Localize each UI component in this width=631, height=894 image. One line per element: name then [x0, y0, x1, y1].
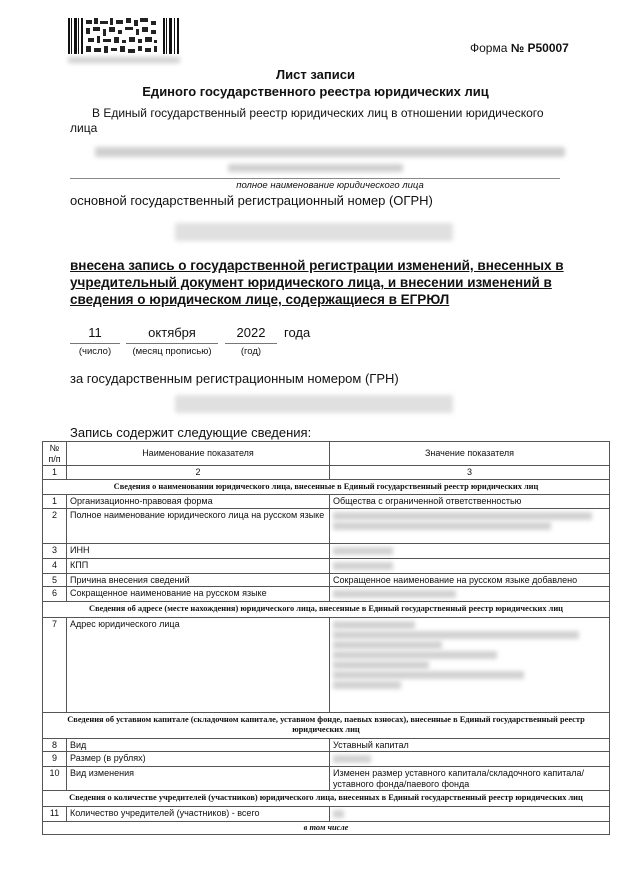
company-name-redacted-2 [228, 164, 403, 172]
row-num: 6 [43, 587, 67, 602]
col-header-value: Значение показателя [330, 442, 610, 466]
table-row [43, 752, 610, 767]
barcode [68, 18, 180, 54]
date-day: 11 [88, 325, 102, 340]
section-row [43, 712, 610, 738]
section-row [43, 602, 610, 618]
table-row [43, 508, 610, 543]
record-table [42, 441, 610, 835]
ogrn-label: основной государственный регистрационный номер (ОГРН) [70, 193, 433, 208]
company-name-redacted [95, 147, 565, 157]
date-year-line [225, 343, 277, 344]
col-number: 1 [43, 466, 67, 480]
date-day-caption: (число) [78, 346, 112, 357]
row-name: ИНН [67, 543, 330, 558]
col-number: 3 [330, 466, 610, 480]
row-value-redacted [330, 752, 610, 767]
row-num: 4 [43, 558, 67, 573]
grn-value-redacted [175, 395, 453, 413]
col-number: 2 [67, 466, 330, 480]
section-founders-title: Сведения о количестве учредителей (участников) юридического лица, внесенных в Единый государственный реестр юридических лиц [43, 791, 610, 807]
row-value: Изменен размер уставного капитала/складочного капитала/уставного фонда/паевого фонда [330, 767, 610, 791]
col-numbers-row [43, 466, 610, 480]
date-month-line [126, 343, 218, 344]
intro-text: В Единый государственный реестр юридических лиц в отношении юридического лица [70, 106, 544, 135]
row-name: Размер (в рублях) [67, 752, 330, 767]
barcode-caption-redacted [68, 57, 180, 63]
row-value-redacted [330, 558, 610, 573]
row-value: Сокращенное наименование на русском языке добавлено [330, 573, 610, 587]
row-value-redacted [330, 587, 610, 602]
date-suffix: года [284, 325, 311, 340]
row-name: Вид [67, 738, 330, 752]
table-row [43, 558, 610, 573]
full-name-caption: полное наименование юридического лица [236, 180, 424, 191]
section-name-title: Сведения о наименовании юридического лица, внесенные в Единый государственный реестр юридических лиц [43, 479, 610, 495]
row-name: Вид изменения [67, 767, 330, 791]
record-label: Запись содержит следующие сведения: [70, 425, 312, 440]
table-row [43, 806, 610, 821]
form-number [470, 41, 569, 55]
form-label: Форма [470, 41, 508, 55]
section-capital-title: Сведения об уставном капитале (складочном капитале, уставном фонде, паевых взносах), внесенные в Единый государственный реестр юридических лиц [43, 712, 610, 738]
row-name: Адрес юридического лица [67, 617, 330, 712]
date-year: 2022 [236, 325, 266, 340]
row-value: Общества с ограниченной ответственностью [330, 495, 610, 509]
row-name: Полное наименование юридического лица на русском языке [67, 508, 330, 543]
row-num: 1 [43, 495, 67, 509]
col-header-name: Наименование показателя [67, 442, 330, 466]
page-title: Лист записи [276, 67, 355, 82]
record-statement: внесена запись о государственной регистрации изменений, внесенных в учредительный документ юридического лица, и внесении изменений в сведения о юридическом лице, содержащиеся в ЕГРЮЛ [70, 258, 564, 307]
row-num: 9 [43, 752, 67, 767]
row-name: КПП [67, 558, 330, 573]
row-value-redacted [330, 543, 610, 558]
section-row [43, 791, 610, 807]
subheader-including: в том числе [43, 821, 610, 835]
col-header-num: № п/п [43, 442, 67, 466]
row-value-redacted [330, 508, 610, 543]
row-num: 10 [43, 767, 67, 791]
row-value-redacted [330, 617, 610, 712]
row-name: Количество учредителей (участников) - всего [67, 806, 330, 821]
row-name: Организационно-правовая форма [67, 495, 330, 509]
form-number-value: № Р50007 [510, 41, 569, 55]
ogrn-value-redacted [175, 223, 453, 241]
date-day-line [70, 343, 120, 344]
table-row [43, 738, 610, 752]
table-row [43, 587, 610, 602]
table-header-row [43, 442, 610, 466]
section-address-title: Сведения об адресе (месте нахождения) юридического лица, внесенные в Единый государственный реестр юридических лиц [43, 602, 610, 618]
row-num: 5 [43, 573, 67, 587]
full-name-rule [70, 178, 560, 179]
table-row [43, 495, 610, 509]
table-row [43, 543, 610, 558]
page-subtitle: Единого государственного реестра юридических лиц [142, 84, 489, 99]
row-num: 3 [43, 543, 67, 558]
grn-label: за государственным регистрационным номером (ГРН) [70, 371, 399, 386]
table-row [43, 617, 610, 712]
row-name: Причина внесения сведений [67, 573, 330, 587]
table-row [43, 767, 610, 791]
subheader-row [43, 821, 610, 835]
row-num: 7 [43, 617, 67, 712]
row-num: 8 [43, 738, 67, 752]
row-value-redacted [330, 806, 610, 821]
row-value: Уставный капитал [330, 738, 610, 752]
row-name: Сокращенное наименование на русском языке [67, 587, 330, 602]
row-num: 2 [43, 508, 67, 543]
table-row [43, 573, 610, 587]
section-row [43, 479, 610, 495]
date-year-caption: (год) [240, 346, 262, 357]
row-num: 11 [43, 806, 67, 821]
date-month-caption: (месяц прописью) [132, 346, 212, 357]
date-month: октября [148, 325, 196, 340]
